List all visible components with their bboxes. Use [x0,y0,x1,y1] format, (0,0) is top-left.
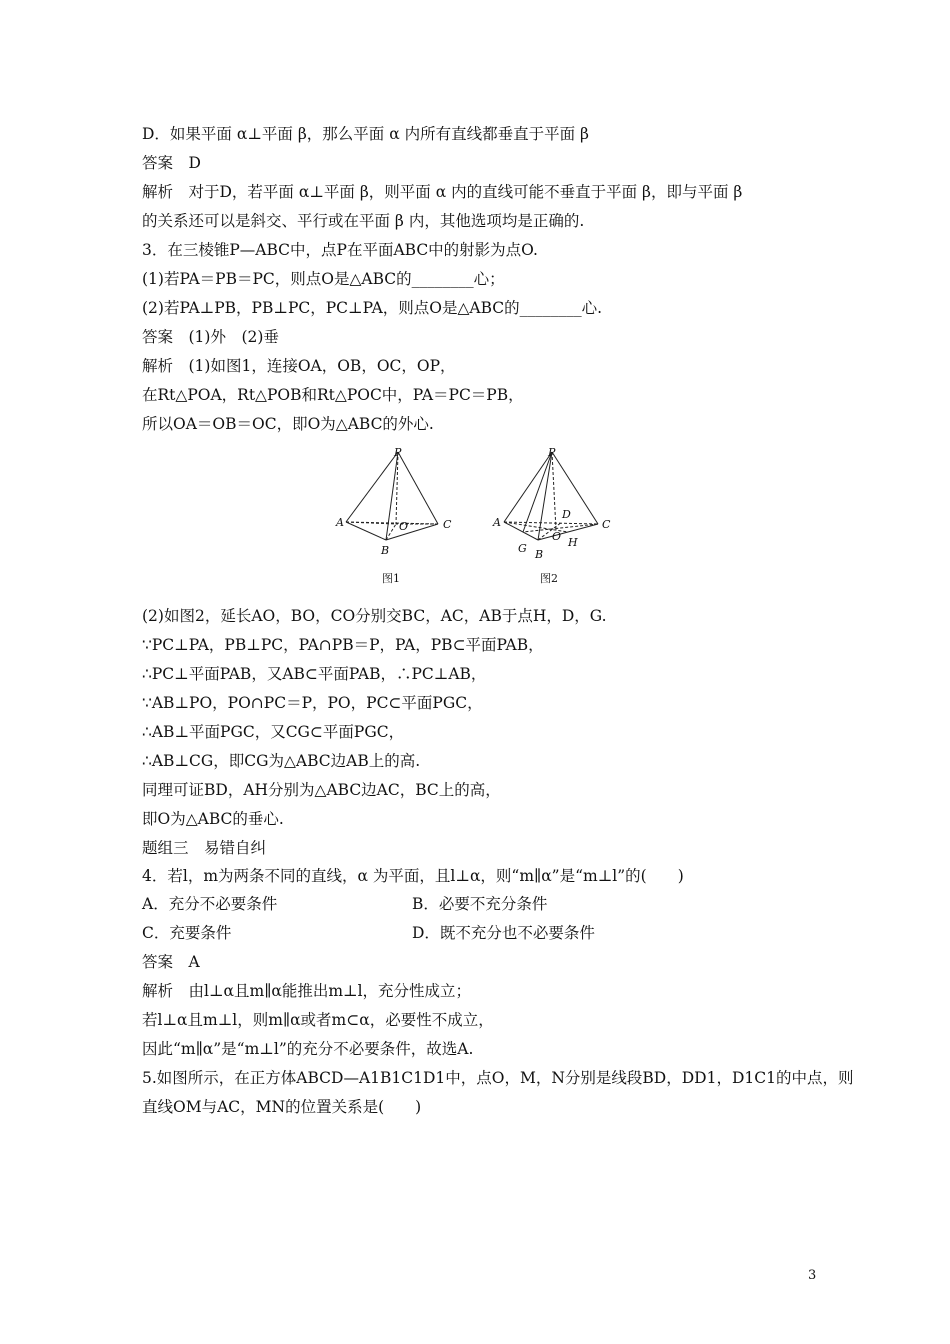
label-A: A [336,516,344,529]
option-a: A．充分不必要条件 [142,895,278,913]
text-line: D．如果平面 α⊥平面 β，那么平面 α 内所有直线都垂直于平面 β [142,125,589,143]
label-H: H [568,536,578,549]
text-line: 因此“m∥α”是“m⊥l”的充分不必要条件，故选A. [142,1040,474,1058]
label-P: P [548,446,556,459]
figure-2 [504,452,598,540]
option-d: D．既不充分也不必要条件 [412,924,595,942]
label-A: A [493,516,501,529]
analysis-text: 解析 由l⊥α且m∥α能推出m⊥l，充分性成立； [142,982,472,1000]
text-line: ∵AB⊥PO，PO∩PC＝P，PO，PC⊂平面PGC， [142,694,483,712]
question-4: 4．若l，m为两条不同的直线，α 为平面，且l⊥α，则“m∥α”是“m⊥l”的( ) [142,867,684,885]
label-D: D [562,508,571,521]
answer-label: 答案 D [142,154,201,172]
text-line: 所以OA＝OB＝OC，即O为△ABC的外心. [142,415,434,433]
label-O: O [399,520,409,533]
analysis-text: (2)如图2，延长AO，BO，CO分别交BC，AC，AB于点H，D，G. [142,607,607,625]
text-line: 同理可证BD，AH分别为△ABC边AC，BC上的高， [142,781,501,799]
answer-label: 答案 A [142,953,200,971]
text-line: 即O为△ABC的垂心. [142,810,284,828]
text-line: 在Rt△POA，Rt△POB和Rt△POC中，PA＝PC＝PB， [142,386,524,404]
answer-label: 答案 (1)外 (2)垂 [142,328,279,346]
section-heading: 题组三 易错自纠 [142,839,267,857]
text-line: 直线OM与AC，MN的位置关系是( ) [142,1098,422,1116]
figure-2-caption: 图2 [540,572,558,585]
text-line: 若l⊥α且m⊥l，则m∥α或者m⊂α，必要性不成立， [142,1011,494,1029]
question-5: 5.如图所示，在正方体ABCD—A1B1C1D1中，点O，M，N分别是线段BD，DD1，D1C1的中点，则 [142,1069,854,1087]
text-line: ∵PC⊥PA，PB⊥PC，PA∩PB＝P，PA，PB⊂平面PAB， [142,636,544,654]
question-3-part-2: (2)若PA⊥PB，PB⊥PC，PC⊥PA，则点O是△ABC的________心. [142,299,603,317]
geometry-diagram [330,444,620,590]
question-3: 3．在三棱锥P—ABC中，点P在平面ABC中的射影为点O. [142,241,538,259]
page-number: 3 [808,1268,817,1283]
text-line: 的关系还可以是斜交、平行或在平面 β 内，其他选项均是正确的. [142,212,585,230]
option-b: B．必要不充分条件 [412,895,548,913]
label-B: B [535,548,544,561]
text-line: ∴PC⊥平面PAB，又AB⊂平面PAB，∴PC⊥AB， [142,665,487,683]
analysis-text: 解析 对于D，若平面 α⊥平面 β，则平面 α 内的直线可能不垂直于平面 β，即与平面 β [142,183,743,201]
label-G: G [518,542,527,555]
label-O: O [552,530,562,543]
label-P: P [394,446,402,459]
label-C: C [443,518,452,531]
option-c: C．充要条件 [142,924,232,942]
question-3-part-1: (1)若PA＝PB＝PC，则点O是△ABC的________心； [142,270,505,288]
label-B: B [381,544,390,557]
figure-1 [346,452,438,540]
tetrahedron-figures [330,444,620,590]
figure-1-caption: 图1 [382,572,400,585]
text-line: ∴AB⊥平面PGC，又CG⊂平面PGC， [142,723,405,741]
analysis-text: 解析 (1)如图1，连接OA，OB，OC，OP， [142,357,456,375]
label-C: C [602,518,611,531]
text-line: ∴AB⊥CG，即CG为△ABC边AB上的高. [142,752,421,770]
